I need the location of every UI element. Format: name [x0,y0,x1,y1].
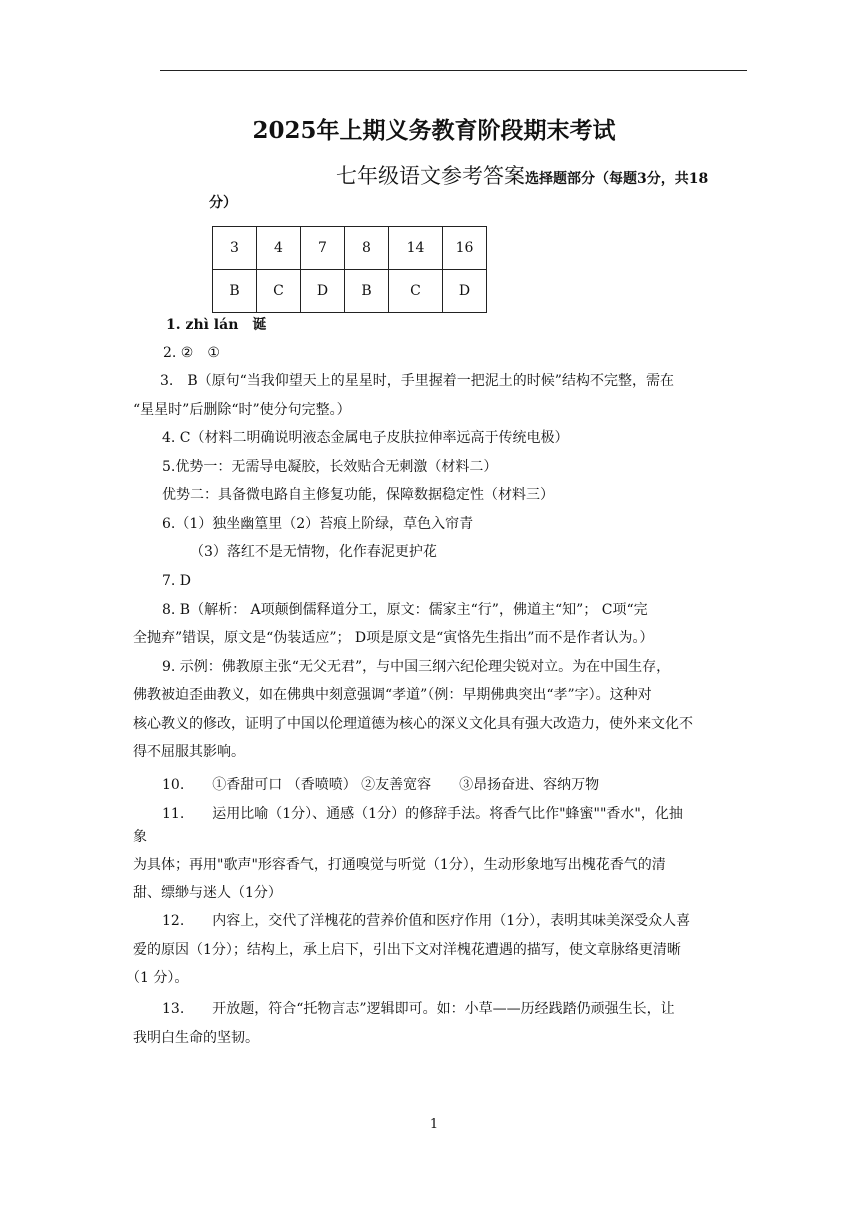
section-label-cont: 分） [209,195,237,211]
table-cell: 8 [345,227,389,270]
answer-line: 象 [133,829,147,845]
table-cell: B [345,270,389,313]
table-cell: 3 [213,227,257,270]
answer-line: 全抛弃”错误，原文是“伪装适应”； D项是原文是“寅恪先生指出”而不是作者认为。） [133,630,654,646]
section-label: 选择题部分（每题3分，共18 [525,171,709,187]
table-cell: C [389,270,443,313]
answer-line: 10. ①香甜可口 （香喷喷） ②友善宽容 ③昂扬奋进、容纳万物 [162,777,600,793]
table-cell: D [443,270,487,313]
table-row-answers [213,270,487,313]
answer-line: 爱的原因（1分）；结构上，承上启下，引出下文对洋槐花遭遇的描写，使文章脉络更清晰 [133,942,681,958]
answer-line: 2. ② ① [163,345,220,361]
answer-line: 13. 开放题，符合“托物言志”逻辑即可。如：小草——历经践踏仍顽强生长，让 [162,1001,675,1017]
answer-line: 3. B（原句“当我仰望天上的星星时，手里握着一把泥土的时候”结构不完整，需在 [160,373,674,389]
table-cell: C [257,270,301,313]
header-rule [160,70,747,71]
table-cell: B [213,270,257,313]
choice-answer-table [212,226,487,313]
answer-line: 甜、缥缈与迷人（1分） [133,885,282,901]
exam-title: 2025年上期义务教育阶段期末考试 [252,117,616,144]
answer-line: 我明白生命的坚韧。 [133,1030,259,1046]
table-row-numbers [213,227,487,270]
answer-subtitle [336,160,708,190]
answer-line: 8. B（解析： A项颠倒儒释道分工，原文：儒家主“行”，佛道主“知”； C项“完 [162,602,648,618]
page-number: 1 [429,1117,439,1132]
answer-line: 1. zhì lán 诞 [166,317,267,333]
answer-line: 优势二：具备微电路自主修复功能，保障数据稳定性（材料三） [162,487,554,503]
subtitle-text: 七年级语文参考答案 [336,164,525,188]
answer-line: 核心教义的修改，证明了中国以伦理道德为核心的深义文化具有强大改造力，使外来文化不 [133,716,693,732]
answer-line: “星星时”后删除“时”使分句完整。） [133,402,351,418]
answer-line: 5.优势一：无需导电凝胶，长效贴合无刺激（材料二） [162,459,498,475]
answer-line: 4. C（材料二明确说明液态金属电子皮肤拉伸率远高于传统电极） [162,430,569,446]
table-cell: D [301,270,345,313]
answer-line: 7. D [162,573,192,589]
table-cell: 4 [257,227,301,270]
answer-line: 佛教被迫歪曲教义，如在佛典中刻意强调“孝道”（例：早期佛典突出“孝”字）。这种对 [133,687,652,703]
table-cell: 16 [443,227,487,270]
answer-line: 9. 示例：佛教原主张“无父无君”，与中国三纲六纪伦理尖锐对立。为在中国生存， [162,659,671,675]
answer-line: 11. 运用比喻（1分）、通感（1分）的修辞手法。将香气比作"蜂蜜""香水"，化抽 [162,806,683,822]
table-cell: 7 [301,227,345,270]
answer-line: 6.（1）独坐幽篁里（2）苔痕上阶绿，草色入帘青 [162,516,474,532]
answer-line: 12. 内容上，交代了洋槐花的营养价值和医疗作用（1分），表明其味美深受众人喜 [162,913,691,929]
answer-line: 得不屈服其影响。 [133,744,245,760]
table-cell: 14 [389,227,443,270]
answer-line: （1 分）。 [126,970,189,986]
answer-line: （3）落红不是无情物，化作春泥更护花 [190,544,437,560]
answer-line: 为具体；再用"歌声"形容香气，打通嗅觉与听觉（1分），生动形象地写出槐花香气的清 [133,857,666,873]
